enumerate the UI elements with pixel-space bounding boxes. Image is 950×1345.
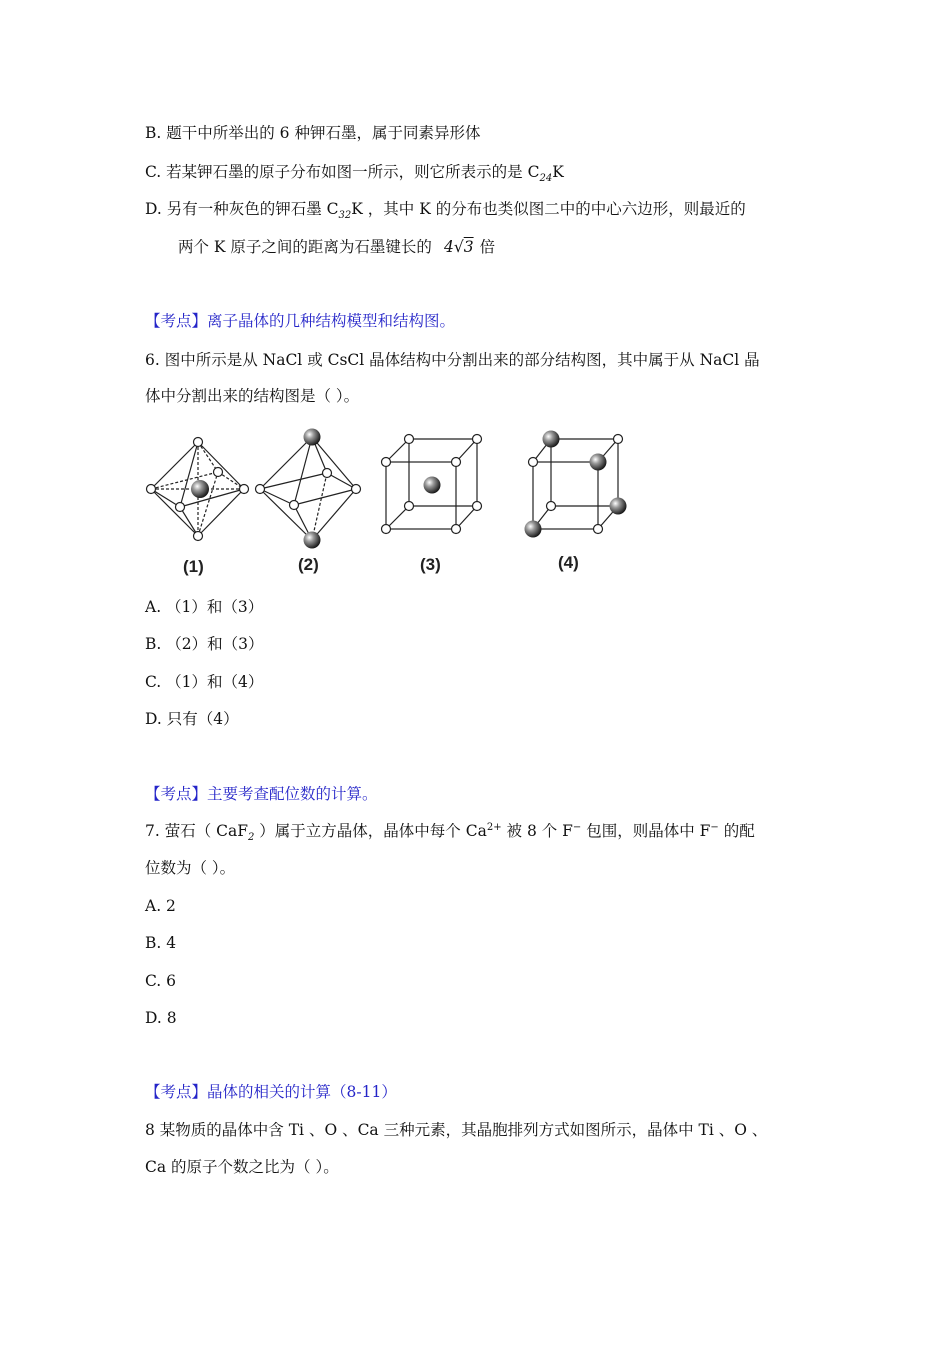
q6-option-b: B. （2）和（3） [145,635,264,653]
q5-option-d-line2: 两个 K 原子之间的距离为石墨键长的 4√3 倍 [178,238,496,256]
figure-caption-1: (1) [183,557,204,576]
q7-option-c: C. 6 [145,972,177,990]
structure-1-center-ion [191,480,209,498]
structure-4-ion-a [543,431,560,448]
structure-2-octahedron [260,437,356,540]
q6-option-c: C. （1）和（4） [145,673,264,691]
q6-stem-line1: 6. 图中所示是从 NaCl 或 CsCl 晶体结构中分割出来的部分结构图，其中属于从 NaCl 晶 [145,351,760,369]
structure-2-atoms [256,469,361,510]
q6-option-d: D. 只有（4） [145,710,239,728]
structure-2-top-ion [304,429,321,446]
q7-stem-line2: 位数为（ ）。 [145,859,236,877]
structure-4-ion-c [610,498,627,515]
q7-option-a: A. 2 [145,897,176,915]
q6-stem-line2: 体中分割出来的结构图是（ ）。 [145,387,360,405]
q6-option-a: A. （1）和（3） [145,598,264,616]
structure-4-cube [533,439,618,529]
kaodian-heading-2: 【考点】主要考查配位数的计算。 [145,785,378,803]
figure-caption-3: (3) [420,555,441,574]
q7-option-d: D. 8 [145,1009,177,1027]
figure-caption-2: (2) [298,555,319,574]
q7-stem-line1: 7. 萤石（ CaF$_2$ ）属于立方晶体，晶体中每个 $Ca^{2+}$ 被 8 个 F− 包围，则晶体中 F− 的配 [145,821,755,844]
q8-stem-line2: Ca 的原子个数之比为（ ）。 [145,1158,339,1176]
q7-option-b: B. 4 [145,934,177,952]
structure-3-center-ion [424,477,441,494]
structure-4-ion-d [525,521,542,538]
q5-option-b: B. 题干中所举出的 6 种钾石墨，属于同素异形体 [145,124,481,142]
crystal-structure-figure [140,425,640,580]
q5-option-c: C. 若某钾石墨的原子分布如图一所示，则它所表示的是 $C_{24}K$ [145,163,564,185]
q5-option-d: D. 另有一种灰色的钾石墨 $C_{32}K$ ，其中 K 的分布也类似图二中的中心六边形，则最近的 [145,200,746,222]
structure-4-ion-b [590,454,607,471]
structure-2-bottom-ion [304,532,321,549]
q8-stem-line1: 8 某物质的晶体中含 Ti 、O 、Ca 三种元素，其晶胞排列方式如图所示，晶体中 Ti 、O 、 [145,1121,768,1139]
kaodian-heading-1: 【考点】离子晶体的几种结构模型和结构图。 [145,312,456,330]
figure-caption-4: (4) [558,553,579,572]
kaodian-heading-3: 【考点】晶体的相关的计算（8-11） [145,1083,397,1101]
